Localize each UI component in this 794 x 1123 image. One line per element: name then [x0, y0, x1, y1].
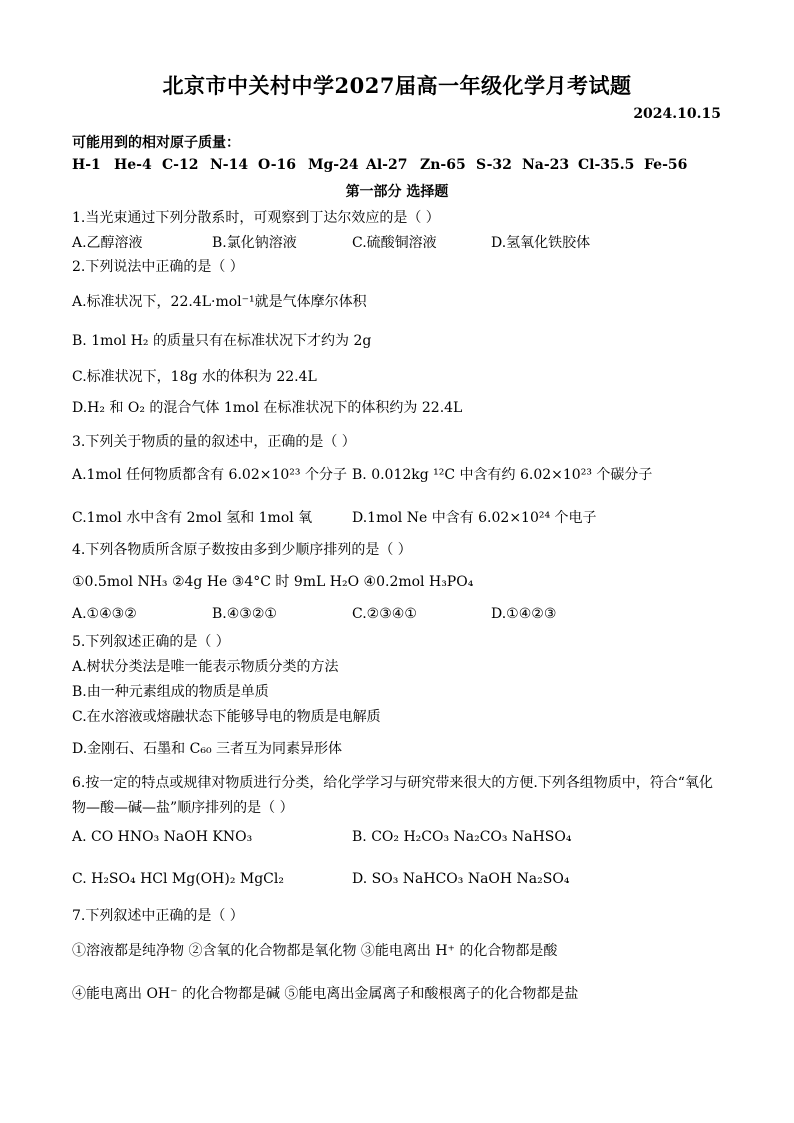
question-4-stem: 4.下列各物质所含原子数按由多到少顺序排列的是（ ） [72, 542, 412, 558]
q4-option-a: A.①④③② [72, 606, 137, 622]
q2-option-c: C.标准状况下，18g 水的体积为 22.4L [72, 369, 317, 385]
atomic-mass-label: 可能用到的相对原子质量： [72, 135, 240, 151]
q5-option-b: B.由一种元素组成的物质是单质 [72, 684, 269, 700]
q3-option-c: C.1mol 水中含有 2mol 氢和 1mol 氧 [72, 510, 313, 526]
q1-option-a: A.乙醇溶液 [72, 235, 143, 251]
q2-option-b: B. 1mol H₂ 的质量只有在标准状况下才约为 2g [72, 333, 372, 349]
mass-item: O-16 [258, 157, 297, 173]
mass-item: He-4 [114, 157, 152, 173]
mass-item: Zn-65 [420, 157, 466, 173]
q1-option-b: B.氯化钠溶液 [212, 235, 297, 251]
q4-option-b: B.④③②① [212, 606, 277, 622]
question-2-stem: 2.下列说法中正确的是（ ） [72, 259, 244, 275]
q2-option-d: D.H₂ 和 O₂ 的混合气体 1mol 在标准状况下的体积约为 22.4L [72, 400, 463, 416]
mass-item: S-32 [476, 157, 512, 173]
q1-option-d: D.氢氧化铁胶体 [491, 235, 591, 251]
q4-option-d: D.①④②③ [491, 606, 557, 622]
q7-statements-line-2: ④能电离出 OH⁻ 的化合物都是碱 ⑤能电离出金属离子和酸根离子的化合物都是盐 [72, 986, 579, 1002]
section-heading: 第一部分 选择题 [345, 184, 449, 200]
q6-option-a: A. CO HNO₃ NaOH KNO₃ [72, 829, 253, 845]
exam-title: 北京市中关村中学2027届高一年级化学月考试题 [162, 73, 632, 98]
mass-item: C-12 [162, 157, 199, 173]
q5-option-d: D.金刚石、石墨和 C₆₀ 三者互为同素异形体 [72, 741, 343, 757]
q3-option-d: D.1mol Ne 中含有 6.02×10²⁴ 个电子 [352, 510, 597, 526]
mass-item: Mg-24 [308, 157, 359, 173]
q5-option-c: C.在水溶液或熔融状态下能够导电的物质是电解质 [72, 709, 381, 725]
q3-option-a: A.1mol 任何物质都含有 6.02×10²³ 个分子 [72, 467, 347, 483]
q6-option-d: D. SO₃ NaHCO₃ NaOH Na₂SO₄ [352, 871, 570, 887]
q1-option-c: C.硫酸铜溶液 [352, 235, 437, 251]
mass-item: Cl-35.5 [578, 157, 635, 173]
q4-items: ①0.5mol NH₃ ②4g He ③4°C 时 9mL H₂O ④0.2mol H₃PO₄ [72, 574, 474, 590]
q4-option-c: C.②③④① [352, 606, 417, 622]
mass-item: N-14 [210, 157, 249, 173]
question-6-stem-line-2: 物—酸—碱—盐”顺序排列的是（ ） [72, 800, 294, 816]
question-1-stem: 1.当光束通过下列分散系时，可观察到丁达尔效应的是（ ） [72, 210, 440, 226]
q6-option-b: B. CO₂ H₂CO₃ Na₂CO₃ NaHSO₄ [352, 829, 572, 845]
exam-date: 2024.10.15 [633, 106, 721, 122]
q3-option-b: B. 0.012kg ¹²C 中含有约 6.02×10²³ 个碳分子 [352, 467, 653, 483]
atomic-mass-list [72, 157, 686, 173]
question-5-stem: 5.下列叙述正确的是（ ） [72, 634, 230, 650]
question-7-stem: 7.下列叙述中正确的是（ ） [72, 908, 244, 924]
q6-option-c: C. H₂SO₄ HCl Mg(OH)₂ MgCl₂ [72, 871, 284, 887]
mass-item: Fe-56 [644, 157, 688, 173]
mass-item: Na-23 [522, 157, 570, 173]
question-3-stem: 3.下列关于物质的量的叙述中，正确的是（ ） [72, 434, 356, 450]
mass-item: H-1 [72, 157, 101, 173]
mass-item: Al-27 [366, 157, 408, 173]
q7-statements-line-1: ①溶液都是纯净物 ②含氧的化合物都是氧化物 ③能电离出 H⁺ 的化合物都是酸 [72, 943, 558, 959]
question-6-stem-line-1: 6.按一定的特点或规律对物质进行分类，给化学学习与研究带来很大的方便.下列各组物质中，符合“氧化 [72, 775, 713, 791]
q5-option-a: A.树状分类法是唯一能表示物质分类的方法 [72, 659, 339, 675]
q2-option-a: A.标准状况下，22.4L·mol⁻¹就是气体摩尔体积 [72, 294, 367, 310]
